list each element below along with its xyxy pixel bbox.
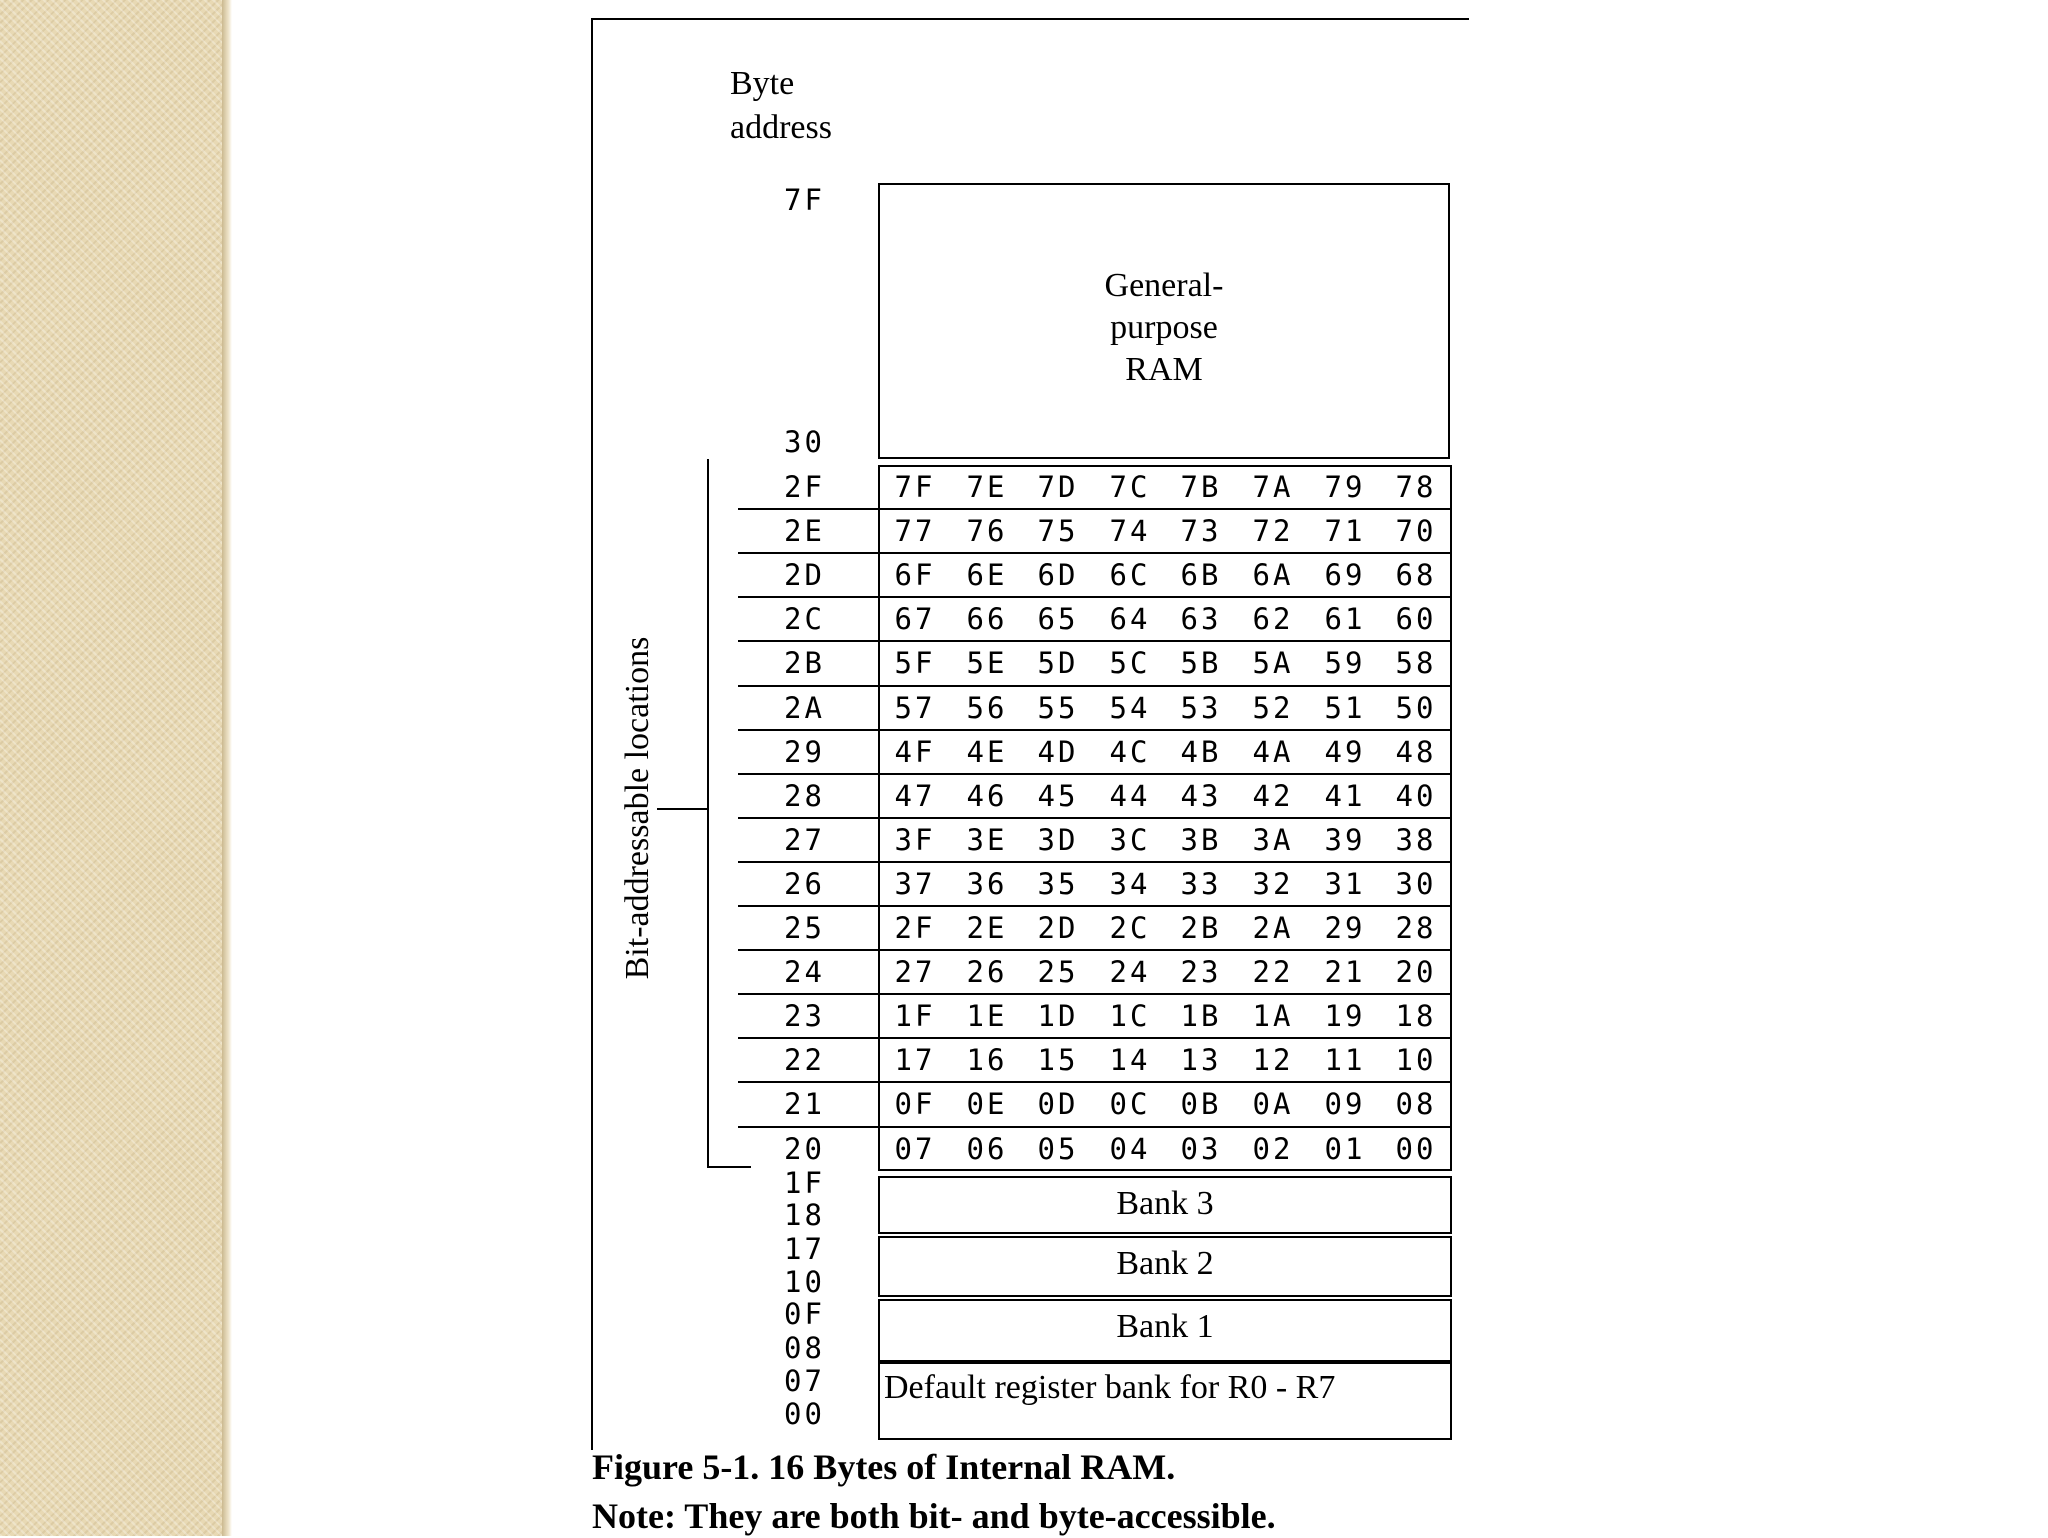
bit-cell: 06 xyxy=(966,1131,1008,1166)
bit-cell: 6E xyxy=(966,558,1008,593)
bit-cell: 08 xyxy=(1395,1087,1437,1122)
bit-cell: 56 xyxy=(966,690,1008,725)
bit-cell: 17 xyxy=(894,1043,936,1078)
bit-addressable-bracket-bottom xyxy=(707,1166,751,1168)
bit-cell: 19 xyxy=(1324,999,1366,1034)
bit-cell: 03 xyxy=(1180,1131,1222,1166)
figure-frame-top xyxy=(591,18,1469,20)
bit-cell: 40 xyxy=(1395,778,1437,813)
bit-cell: 53 xyxy=(1180,690,1222,725)
byte-address-title-line2: address xyxy=(730,109,832,146)
bit-cell: 3A xyxy=(1252,822,1294,857)
bit-cell: 33 xyxy=(1180,866,1222,901)
row-address: 2C xyxy=(784,602,825,637)
bit-cell: 15 xyxy=(1037,1043,1079,1078)
row-divider xyxy=(738,640,1452,642)
bit-cell: 5C xyxy=(1109,646,1151,681)
bit-cell: 63 xyxy=(1180,602,1222,637)
row-address: 2E xyxy=(784,514,825,549)
address-0f: 0F xyxy=(784,1297,825,1331)
bit-cell: 5E xyxy=(966,646,1008,681)
bit-cell: 68 xyxy=(1395,558,1437,593)
bit-cell: 42 xyxy=(1252,778,1294,813)
bit-cell: 31 xyxy=(1324,866,1366,901)
row-divider xyxy=(738,1081,1452,1083)
bit-cell: 1E xyxy=(966,999,1008,1034)
bit-cell: 7A xyxy=(1252,470,1294,504)
row-address: 2A xyxy=(784,690,825,725)
bit-cell: 50 xyxy=(1395,690,1437,725)
bit-cell: 52 xyxy=(1252,690,1294,725)
bit-addressable-bracket-tick xyxy=(657,808,708,810)
row-divider xyxy=(738,685,1452,687)
bit-cell: 3F xyxy=(894,822,936,857)
gp-label-line1: General- xyxy=(1104,267,1224,304)
address-7f: 7F xyxy=(784,183,825,217)
row-divider xyxy=(738,552,1452,554)
bit-cell: 2F xyxy=(894,911,936,945)
bit-cell: 4E xyxy=(966,734,1008,769)
bit-addressable-label: Bit-addressable locations xyxy=(619,636,656,980)
general-purpose-ram-box xyxy=(878,183,1450,459)
row-address: 2B xyxy=(784,646,825,681)
bit-cell: 16 xyxy=(966,1043,1008,1078)
bit-cell: 36 xyxy=(966,866,1008,901)
row-divider xyxy=(738,1126,1452,1128)
bit-cell: 55 xyxy=(1037,690,1079,725)
bit-cell: 54 xyxy=(1109,690,1151,725)
bit-cell: 66 xyxy=(966,602,1008,637)
bit-cell: 6A xyxy=(1252,558,1294,593)
address-17: 17 xyxy=(784,1232,825,1266)
figure-frame-left xyxy=(591,18,593,1450)
bit-cell: 74 xyxy=(1109,514,1151,549)
row-address: 20 xyxy=(784,1131,825,1166)
bit-cell: 26 xyxy=(966,955,1008,990)
bit-cell: 10 xyxy=(1395,1043,1437,1078)
bit-cell: 7E xyxy=(966,470,1008,504)
bit-cell: 01 xyxy=(1324,1131,1366,1166)
bit-cell: 60 xyxy=(1395,602,1437,637)
row-divider xyxy=(738,817,1452,819)
bit-cell: 1F xyxy=(894,999,936,1034)
bit-cell: 11 xyxy=(1324,1043,1366,1078)
bit-cell: 5D xyxy=(1037,646,1079,681)
bank-2-box xyxy=(878,1236,1452,1297)
bit-cell: 76 xyxy=(966,514,1008,549)
bit-cell: 27 xyxy=(894,955,936,990)
sidebar-edge xyxy=(222,0,232,1536)
bit-cell: 6C xyxy=(1109,558,1151,593)
row-divider xyxy=(738,993,1452,995)
bit-cell: 75 xyxy=(1037,514,1079,549)
general-purpose-ram-label xyxy=(880,265,1448,391)
bit-cell: 44 xyxy=(1109,778,1151,813)
bit-cell: 29 xyxy=(1324,911,1366,945)
bit-cell: 71 xyxy=(1324,514,1366,549)
bit-cell: 2E xyxy=(966,911,1008,945)
bit-cell: 5F xyxy=(894,646,936,681)
bank-3-box xyxy=(878,1176,1452,1234)
row-divider xyxy=(738,949,1452,951)
bit-cell: 39 xyxy=(1324,822,1366,857)
bank-3-label: Bank 3 xyxy=(1116,1185,1214,1222)
bit-cell: 12 xyxy=(1252,1043,1294,1078)
bank-0-label: Default register bank for R0 - R7 xyxy=(884,1369,1336,1406)
bit-cell: 4C xyxy=(1109,734,1151,769)
row-divider xyxy=(738,729,1452,731)
bit-cell: 51 xyxy=(1324,690,1366,725)
bit-cell: 23 xyxy=(1180,955,1222,990)
bit-cell: 0A xyxy=(1252,1087,1294,1122)
bit-cell: 5A xyxy=(1252,646,1294,681)
row-address: 24 xyxy=(784,955,825,990)
address-1f: 1F xyxy=(784,1166,825,1200)
bit-cell: 62 xyxy=(1252,602,1294,637)
bit-cell: 6D xyxy=(1037,558,1079,593)
bit-cell: 0C xyxy=(1109,1087,1151,1122)
row-address: 23 xyxy=(784,999,825,1034)
bit-cell: 14 xyxy=(1109,1043,1151,1078)
bit-cell: 32 xyxy=(1252,866,1294,901)
bit-cell: 2C xyxy=(1109,911,1151,945)
bit-cell: 0D xyxy=(1037,1087,1079,1122)
bit-cell: 09 xyxy=(1324,1087,1366,1122)
row-address: 28 xyxy=(784,778,825,813)
bit-cell: 6B xyxy=(1180,558,1222,593)
bit-cell: 28 xyxy=(1395,911,1437,945)
address-30: 30 xyxy=(784,425,825,459)
bit-cell: 41 xyxy=(1324,778,1366,813)
figure-caption: Figure 5-1. 16 Bytes of Internal RAM. xyxy=(592,1447,1176,1487)
address-10: 10 xyxy=(784,1265,825,1299)
row-address: 21 xyxy=(784,1087,825,1122)
bit-cell: 77 xyxy=(894,514,936,549)
row-address: 22 xyxy=(784,1043,825,1078)
bit-cell: 3E xyxy=(966,822,1008,857)
bit-cell: 59 xyxy=(1324,646,1366,681)
bit-cell: 6F xyxy=(894,558,936,593)
bit-cell: 4B xyxy=(1180,734,1222,769)
bit-cell: 7C xyxy=(1109,470,1151,504)
bit-cell: 30 xyxy=(1395,866,1437,901)
bit-cell: 07 xyxy=(894,1131,936,1166)
bit-cell: 21 xyxy=(1324,955,1366,990)
row-divider xyxy=(738,508,1452,510)
byte-address-title xyxy=(730,62,832,150)
bit-cell: 3C xyxy=(1109,822,1151,857)
figure-note: Note: They are both bit- and byte-accessible. xyxy=(592,1496,1276,1536)
decorative-sidebar xyxy=(0,0,228,1536)
bit-cell: 65 xyxy=(1037,602,1079,637)
bit-cell: 1B xyxy=(1180,999,1222,1034)
bit-cell: 45 xyxy=(1037,778,1079,813)
bit-cell: 00 xyxy=(1395,1131,1437,1166)
bit-cell: 79 xyxy=(1324,470,1366,504)
bit-cell: 1D xyxy=(1037,999,1079,1034)
bit-cell: 46 xyxy=(966,778,1008,813)
bit-cell: 35 xyxy=(1037,866,1079,901)
bit-cell: 4F xyxy=(894,734,936,769)
bit-addressable-bracket xyxy=(707,459,709,1168)
bit-cell: 58 xyxy=(1395,646,1437,681)
row-divider xyxy=(738,773,1452,775)
bit-cell: 48 xyxy=(1395,734,1437,769)
row-address: 2F xyxy=(784,470,825,504)
row-divider xyxy=(738,905,1452,907)
bit-cell: 7F xyxy=(894,470,936,504)
bank-0-box xyxy=(878,1360,1452,1440)
bit-cell: 1C xyxy=(1109,999,1151,1034)
bit-cell: 0B xyxy=(1180,1087,1222,1122)
address-00: 00 xyxy=(784,1397,825,1431)
bit-cell: 05 xyxy=(1037,1131,1079,1166)
bit-cell: 3B xyxy=(1180,822,1222,857)
bit-cell: 22 xyxy=(1252,955,1294,990)
bit-cell: 38 xyxy=(1395,822,1437,857)
row-divider xyxy=(738,596,1452,598)
bit-cell: 72 xyxy=(1252,514,1294,549)
bit-cell: 13 xyxy=(1180,1043,1222,1078)
bank-2-label: Bank 2 xyxy=(1116,1245,1214,1282)
byte-address-title-line1: Byte xyxy=(730,65,795,102)
bit-cell: 18 xyxy=(1395,999,1437,1034)
bit-cell: 70 xyxy=(1395,514,1437,549)
row-address: 27 xyxy=(784,822,825,857)
bit-cell: 5B xyxy=(1180,646,1222,681)
bank-1-label: Bank 1 xyxy=(1116,1308,1214,1345)
bank-1-box xyxy=(878,1299,1452,1362)
bit-cell: 2A xyxy=(1252,911,1294,945)
bit-cell: 57 xyxy=(894,690,936,725)
bit-cell: 43 xyxy=(1180,778,1222,813)
bit-cell: 4D xyxy=(1037,734,1079,769)
gp-label-line2: purpose xyxy=(1110,309,1218,346)
bit-cell: 7B xyxy=(1180,470,1222,504)
bit-cell: 02 xyxy=(1252,1131,1294,1166)
address-08: 08 xyxy=(784,1331,825,1365)
bit-cell: 0F xyxy=(894,1087,936,1122)
bit-cell: 47 xyxy=(894,778,936,813)
row-address: 26 xyxy=(784,866,825,901)
bit-cell: 73 xyxy=(1180,514,1222,549)
bit-cell: 2D xyxy=(1037,911,1079,945)
bit-cell: 3D xyxy=(1037,822,1079,857)
row-address: 29 xyxy=(784,734,825,769)
bit-cell: 49 xyxy=(1324,734,1366,769)
bit-cell: 4A xyxy=(1252,734,1294,769)
row-address: 25 xyxy=(784,911,825,945)
bit-cell: 37 xyxy=(894,866,936,901)
row-divider xyxy=(738,861,1452,863)
bit-cell: 64 xyxy=(1109,602,1151,637)
bit-cell: 0E xyxy=(966,1087,1008,1122)
row-address: 2D xyxy=(784,558,825,593)
bit-cell: 34 xyxy=(1109,866,1151,901)
gp-label-line3: RAM xyxy=(1125,351,1203,388)
bit-cell: 04 xyxy=(1109,1131,1151,1166)
bit-cell: 20 xyxy=(1395,955,1437,990)
row-divider xyxy=(738,1037,1452,1039)
bit-cell: 7D xyxy=(1037,470,1079,504)
bit-cell: 67 xyxy=(894,602,936,637)
bit-cell: 24 xyxy=(1109,955,1151,990)
address-07: 07 xyxy=(784,1364,825,1398)
bit-cell: 25 xyxy=(1037,955,1079,990)
bit-cell: 1A xyxy=(1252,999,1294,1034)
bit-cell: 61 xyxy=(1324,602,1366,637)
bit-cell: 78 xyxy=(1395,470,1437,504)
address-18: 18 xyxy=(784,1198,825,1232)
bit-cell: 69 xyxy=(1324,558,1366,593)
bit-cell: 2B xyxy=(1180,911,1222,945)
